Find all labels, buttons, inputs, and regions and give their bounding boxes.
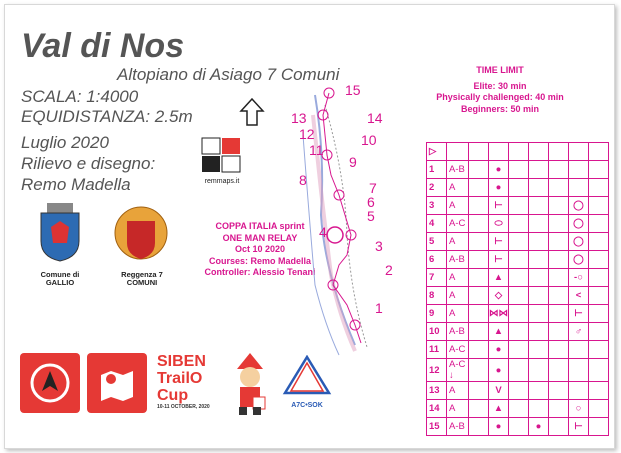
empty-cell — [509, 400, 529, 418]
time-limit — [425, 65, 575, 115]
control-appearance-symbol — [529, 251, 549, 269]
empty-cell — [469, 382, 489, 400]
control-course: A — [447, 382, 469, 400]
control-location-symbol — [569, 382, 589, 400]
map-number-15: 15 — [345, 82, 361, 98]
control-appearance-symbol — [529, 233, 549, 251]
map-number-12: 12 — [299, 126, 315, 142]
control-appearance-symbol — [529, 382, 549, 400]
control-feature-symbol: ● — [489, 161, 509, 179]
empty-cell — [549, 179, 569, 197]
siben-line-3: Cup — [157, 387, 189, 404]
empty-cell — [509, 215, 529, 233]
table-row — [427, 359, 609, 382]
table-row — [427, 269, 609, 287]
empty-cell — [509, 251, 529, 269]
control-location-symbol: < — [569, 287, 589, 305]
control-number: 10 — [427, 323, 447, 341]
control-location-symbol — [569, 161, 589, 179]
control-location-symbol: ◯ — [569, 251, 589, 269]
empty-cell — [469, 418, 489, 436]
control-course: A — [447, 287, 469, 305]
gallio-emblem-icon — [37, 201, 83, 263]
empty-cell — [589, 287, 609, 305]
control-course: A — [447, 197, 469, 215]
control-course: A-B — [447, 251, 469, 269]
empty-cell — [469, 305, 489, 323]
empty-cell — [589, 382, 609, 400]
map-subtitle: Altopiano di Asiago 7 Comuni — [117, 65, 340, 84]
credit-name: Remo Madella — [21, 175, 131, 194]
event-line-3: Oct 10 2020 — [234, 244, 286, 254]
empty-cell — [589, 251, 609, 269]
control-course: A-C — [447, 341, 469, 359]
empty-cell — [549, 251, 569, 269]
map-sheet — [4, 4, 615, 449]
empty-cell — [469, 251, 489, 269]
table-row — [427, 287, 609, 305]
empty-cell — [589, 418, 609, 436]
empty-cell — [509, 359, 529, 382]
table-row — [427, 251, 609, 269]
empty-cell — [509, 269, 529, 287]
empty-cell — [469, 287, 489, 305]
control-location-symbol: ⊢ — [569, 418, 589, 436]
contour-text: EQUIDISTANZA: 2.5m — [21, 107, 193, 126]
control-appearance-symbol — [529, 305, 549, 323]
control-course: A — [447, 305, 469, 323]
empty-cell — [549, 233, 569, 251]
control-number: 4 — [427, 215, 447, 233]
control-number: 3 — [427, 197, 447, 215]
empty-cell — [469, 323, 489, 341]
control-number: 1 — [427, 161, 447, 179]
empty-cell — [589, 215, 609, 233]
empty-cell — [549, 418, 569, 436]
control-course: A — [447, 179, 469, 197]
map-title: Val di Nos — [21, 27, 185, 65]
control-feature-symbol: ● — [489, 418, 509, 436]
empty-cell — [589, 197, 609, 215]
time-limit-beginners: Beginners: 50 min — [460, 103, 540, 114]
event-line-2: ONE MAN RELAY — [222, 232, 298, 243]
map-number-13: 13 — [291, 110, 307, 126]
empty-cell — [549, 305, 569, 323]
empty-cell — [549, 323, 569, 341]
control-course: A-B — [447, 418, 469, 436]
control-number: 8 — [427, 287, 447, 305]
reggenza-label: Reggenza 7 COMUNI — [121, 270, 163, 287]
table-row — [427, 400, 609, 418]
control-location-symbol: ◯ — [569, 233, 589, 251]
map-number-3: 3 — [375, 238, 383, 254]
control-appearance-symbol — [529, 197, 549, 215]
empty-cell — [469, 269, 489, 287]
control-course: A-C ↓ — [447, 359, 469, 382]
event-line-1: COPPA ITALIA sprint — [215, 221, 305, 231]
maps-url: remmaps.it — [204, 178, 240, 185]
time-limit-title: TIME LIMIT — [476, 65, 524, 75]
empty-cell — [589, 341, 609, 359]
event-line-5: Controller: Alessio Tenani — [204, 267, 316, 277]
empty-cell — [549, 161, 569, 179]
control-location-symbol: ◯ — [569, 197, 589, 215]
control-appearance-symbol — [529, 341, 549, 359]
siben-dates: 10-11 OCTOBER, 2020 — [157, 404, 210, 410]
table-row — [427, 341, 609, 359]
control-location-symbol: ⊢ — [569, 305, 589, 323]
control-number: 13 — [427, 382, 447, 400]
empty-cell — [469, 215, 489, 233]
control-location-symbol — [569, 359, 589, 382]
empty-cell — [509, 323, 529, 341]
control-feature-symbol: ▲ — [489, 323, 509, 341]
control-feature-symbol: ⬭ — [489, 215, 509, 233]
map-number-6: 6 — [367, 194, 375, 210]
control-number: 7 — [427, 269, 447, 287]
control-feature-symbol: ● — [489, 179, 509, 197]
map-number-4: 4 — [319, 224, 327, 240]
empty-cell — [549, 269, 569, 287]
empty-cell — [549, 215, 569, 233]
control-location-symbol — [569, 179, 589, 197]
map-number-14: 14 — [367, 110, 383, 126]
control-appearance-symbol: ● — [529, 418, 549, 436]
control-appearance-symbol — [529, 323, 549, 341]
empty-cell — [589, 323, 609, 341]
map-number-2: 2 — [385, 262, 393, 278]
empty-cell — [469, 400, 489, 418]
empty-cell — [549, 359, 569, 382]
empty-cell — [509, 161, 529, 179]
control-feature-symbol: ● — [489, 359, 509, 382]
mascot-icon — [225, 351, 275, 417]
start-triangle-icon: ▷ — [427, 143, 447, 161]
table-row — [427, 418, 609, 436]
maps-logo — [201, 137, 243, 185]
empty-cell — [469, 341, 489, 359]
map-number-9: 9 — [349, 154, 357, 170]
time-limit-elite: Elite: 30 min — [473, 80, 527, 91]
control-description-table — [426, 142, 609, 436]
control-number: 15 — [427, 418, 447, 436]
control-appearance-symbol — [529, 161, 549, 179]
empty-cell — [589, 305, 609, 323]
control-number: 14 — [427, 400, 447, 418]
empty-cell — [589, 233, 609, 251]
trailo-app-logo — [20, 353, 80, 413]
empty-cell — [509, 418, 529, 436]
control-feature-symbol: ▲ — [489, 400, 509, 418]
control-location-symbol: -○ — [569, 269, 589, 287]
empty-cell — [509, 179, 529, 197]
control-appearance-symbol — [529, 359, 549, 382]
empty-cell — [509, 287, 529, 305]
control-location-symbol: ◯ — [569, 215, 589, 233]
control-location-symbol — [569, 341, 589, 359]
control-feature-symbol: ◇ — [489, 287, 509, 305]
table-row — [427, 161, 609, 179]
control-appearance-symbol — [529, 287, 549, 305]
map-number-5: 5 — [367, 208, 375, 224]
empty-cell — [509, 305, 529, 323]
control-feature-symbol: V — [489, 382, 509, 400]
control-feature-symbol: ▲ — [489, 269, 509, 287]
empty-cell — [469, 359, 489, 382]
siben-line-2: TrailO — [157, 370, 203, 387]
map-number-7: 7 — [369, 180, 377, 196]
control-course: A-B — [447, 323, 469, 341]
empty-cell — [589, 269, 609, 287]
control-course: A-C — [447, 215, 469, 233]
map-number-11: 11 — [309, 142, 324, 158]
time-limit-physically: Physically challenged: 40 min — [436, 92, 564, 102]
empty-cell — [469, 197, 489, 215]
control-appearance-symbol — [529, 269, 549, 287]
control-number: 5 — [427, 233, 447, 251]
north-arrow-icon — [239, 97, 265, 127]
empty-cell — [549, 287, 569, 305]
control-feature-symbol: ● — [489, 341, 509, 359]
table-row — [427, 233, 609, 251]
empty-cell — [549, 400, 569, 418]
control-location-symbol: ♂ — [569, 323, 589, 341]
reggenza-emblem-icon — [113, 203, 169, 265]
table-row — [427, 305, 609, 323]
siben-line-1: SIBEN — [157, 353, 206, 370]
a7c-label: A7C•SOK — [291, 402, 323, 409]
empty-cell — [549, 382, 569, 400]
table-row — [427, 179, 609, 197]
control-number: 6 — [427, 251, 447, 269]
control-feature-symbol: ⋈⋈ — [489, 305, 509, 323]
table-row — [427, 215, 609, 233]
control-number: 2 — [427, 179, 447, 197]
control-location-symbol: ○ — [569, 400, 589, 418]
control-number: 9 — [427, 305, 447, 323]
control-feature-symbol: ⊢ — [489, 251, 509, 269]
control-course: A — [447, 233, 469, 251]
control-number: 12 — [427, 359, 447, 382]
event-line-4: Courses: Remo Madella — [208, 255, 312, 266]
course-map — [285, 75, 405, 360]
a7c-sok-logo — [277, 355, 337, 415]
empty-cell — [509, 341, 529, 359]
empty-cell — [509, 382, 529, 400]
scale-text: SCALA: 1:4000 — [21, 87, 139, 106]
empty-cell — [509, 197, 529, 215]
empty-cell — [469, 233, 489, 251]
map-number-1: 1 — [375, 300, 383, 316]
gallio-label: Comune di GALLIO — [40, 270, 80, 287]
empty-cell — [589, 400, 609, 418]
table-row — [427, 323, 609, 341]
map-number-8: 8 — [299, 172, 307, 188]
empty-cell — [589, 179, 609, 197]
date-text: Luglio 2020 — [21, 133, 109, 152]
map-pin-app-logo — [87, 353, 147, 413]
control-appearance-symbol — [529, 179, 549, 197]
empty-cell — [549, 341, 569, 359]
control-appearance-symbol — [529, 400, 549, 418]
control-course: A-B — [447, 161, 469, 179]
control-course: A — [447, 400, 469, 418]
control-course: A — [447, 269, 469, 287]
control-number: 11 — [427, 341, 447, 359]
credit-label: Rilievo e disegno: — [21, 154, 156, 173]
empty-cell — [589, 161, 609, 179]
siben-trailo-logo — [157, 353, 221, 410]
table-row — [427, 197, 609, 215]
table-row — [427, 382, 609, 400]
empty-cell — [469, 161, 489, 179]
control-appearance-symbol — [529, 215, 549, 233]
empty-cell — [589, 359, 609, 382]
empty-cell — [509, 233, 529, 251]
empty-cell — [469, 179, 489, 197]
control-feature-symbol: ⊢ — [489, 233, 509, 251]
control-feature-symbol: ⊢ — [489, 197, 509, 215]
map-number-10: 10 — [361, 132, 377, 148]
table-row-start — [427, 143, 609, 161]
empty-cell — [549, 197, 569, 215]
